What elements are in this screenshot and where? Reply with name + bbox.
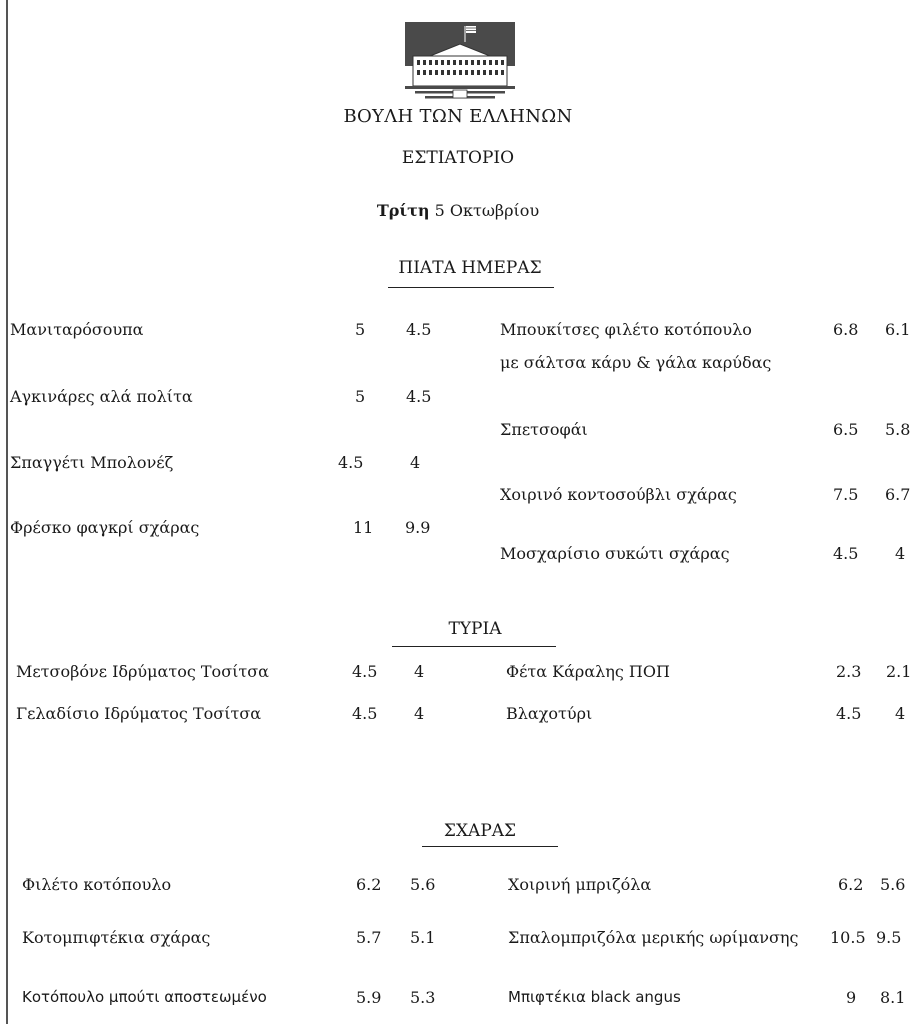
- menu-item-price: 6.2: [838, 875, 864, 894]
- menu-item-price-alt: 5.6: [880, 875, 906, 894]
- menu-item-price-alt: 5.3: [410, 988, 436, 1007]
- menu-item-name: Μανιταρόσουπα: [10, 320, 144, 339]
- menu-item-price-alt: 9.5: [876, 928, 902, 947]
- menu-item-price-alt: 6.1: [885, 320, 911, 339]
- menu-item-price: 9: [846, 988, 857, 1007]
- menu-item-price: 6.5: [833, 420, 859, 439]
- menu-item-price: 5: [355, 387, 366, 406]
- menu-item-price: 4.5: [833, 544, 859, 563]
- menu-item-name: Σπετσοφάι: [500, 420, 588, 439]
- menu-item-name: Κοτόπουλο μπούτι αποστεωμένο: [22, 988, 267, 1006]
- menu-item-price-alt: 2.1: [886, 662, 912, 681]
- menu-item-name: Σπαγγέτι Μπολονέζ: [10, 453, 174, 472]
- date-rest: 5 Οκτωβρίου: [434, 201, 540, 220]
- menu-item-price-alt: 4.5: [406, 387, 432, 406]
- menu-item-price-alt: 4: [895, 544, 906, 563]
- menu-item-price: 11: [353, 518, 374, 537]
- menu-item-price-alt: 8.1: [880, 988, 906, 1007]
- menu-item-name: Χοιρινό κοντοσούβλι σχάρας: [500, 485, 737, 504]
- menu-item-price: 5.9: [356, 988, 382, 1007]
- menu-date: [0, 201, 916, 220]
- section-rule-cheese: [392, 646, 556, 647]
- menu-item-price-alt: 4: [895, 704, 906, 723]
- menu-item-price: 6.8: [833, 320, 859, 339]
- menu-item-name: Βλαχοτύρι: [506, 704, 593, 723]
- menu-item-price: 5: [355, 320, 366, 339]
- menu-item-price: 4.5: [352, 662, 378, 681]
- section-title-cheese: ΤΥΡΙΑ: [448, 619, 502, 639]
- date-day: Τρίτη: [376, 201, 430, 220]
- parliament-logo: [405, 22, 515, 102]
- section-title-daily: ΠΙΑΤΑ ΗΜΕΡΑΣ: [398, 258, 542, 278]
- menu-item-price-alt: 5.8: [885, 420, 911, 439]
- menu-item-price: 5.7: [356, 928, 382, 947]
- menu-item-name: Σπαλομπριζόλα μερικής ωρίμανσης: [508, 928, 799, 947]
- menu-item-price-alt: 5.6: [410, 875, 436, 894]
- menu-item-price-alt: 9.9: [405, 518, 431, 537]
- menu-item-price-alt: 4: [414, 662, 425, 681]
- menu-item-name: Φρέσκο φαγκρί σχάρας: [10, 518, 200, 537]
- menu-item-name: Μοσχαρίσιο συκώτι σχάρας: [500, 544, 730, 563]
- section-title-grill: ΣΧΑΡΑΣ: [443, 821, 517, 841]
- menu-item-price-alt: 6.7: [885, 485, 911, 504]
- menu-item-price-alt: 4.5: [406, 320, 432, 339]
- menu-item-price: 2.3: [836, 662, 862, 681]
- menu-item-price: 4.5: [836, 704, 862, 723]
- menu-item-name: Μπουκίτσες φιλέτο κοτόπουλο: [500, 320, 752, 339]
- menu-item-price: 6.2: [356, 875, 382, 894]
- menu-item-price-alt: 4: [410, 453, 421, 472]
- menu-item-price: 4.5: [338, 453, 364, 472]
- menu-item-name: Φέτα Κάραλης ΠΟΠ: [506, 662, 670, 681]
- menu-item-price: 7.5: [833, 485, 859, 504]
- section-rule-grill: [422, 846, 558, 847]
- menu-item-price-alt: 4: [414, 704, 425, 723]
- menu-item-name: Κοτομπιφτέκια σχάρας: [22, 928, 211, 947]
- organization-name: ΒΟΥΛΗ ΤΩΝ ΕΛΛΗΝΩΝ: [343, 106, 573, 127]
- menu-item-name: Μετσοβόνε Ιδρύματος Τοσίτσα: [16, 662, 269, 681]
- menu-item-name: Γελαδίσιο Ιδρύματος Τοσίτσα: [16, 704, 262, 723]
- menu-item-price: 4.5: [352, 704, 378, 723]
- restaurant-title: ΕΣΤΙΑΤΟΡΙΟ: [401, 148, 515, 168]
- menu-item-name: Χοιρινή μπριζόλα: [508, 875, 652, 894]
- menu-item-price: 10.5: [830, 928, 866, 947]
- menu-item-price-alt: 5.1: [410, 928, 436, 947]
- menu-item-name-line2: με σάλτσα κάρυ & γάλα καρύδας: [500, 353, 772, 372]
- menu-item-name: Φιλέτο κοτόπουλο: [22, 875, 172, 894]
- menu-item-name: Μπιφτέκια black angus: [508, 988, 681, 1006]
- section-rule-daily: [388, 287, 554, 288]
- menu-item-name: Αγκινάρες αλά πολίτα: [10, 387, 193, 406]
